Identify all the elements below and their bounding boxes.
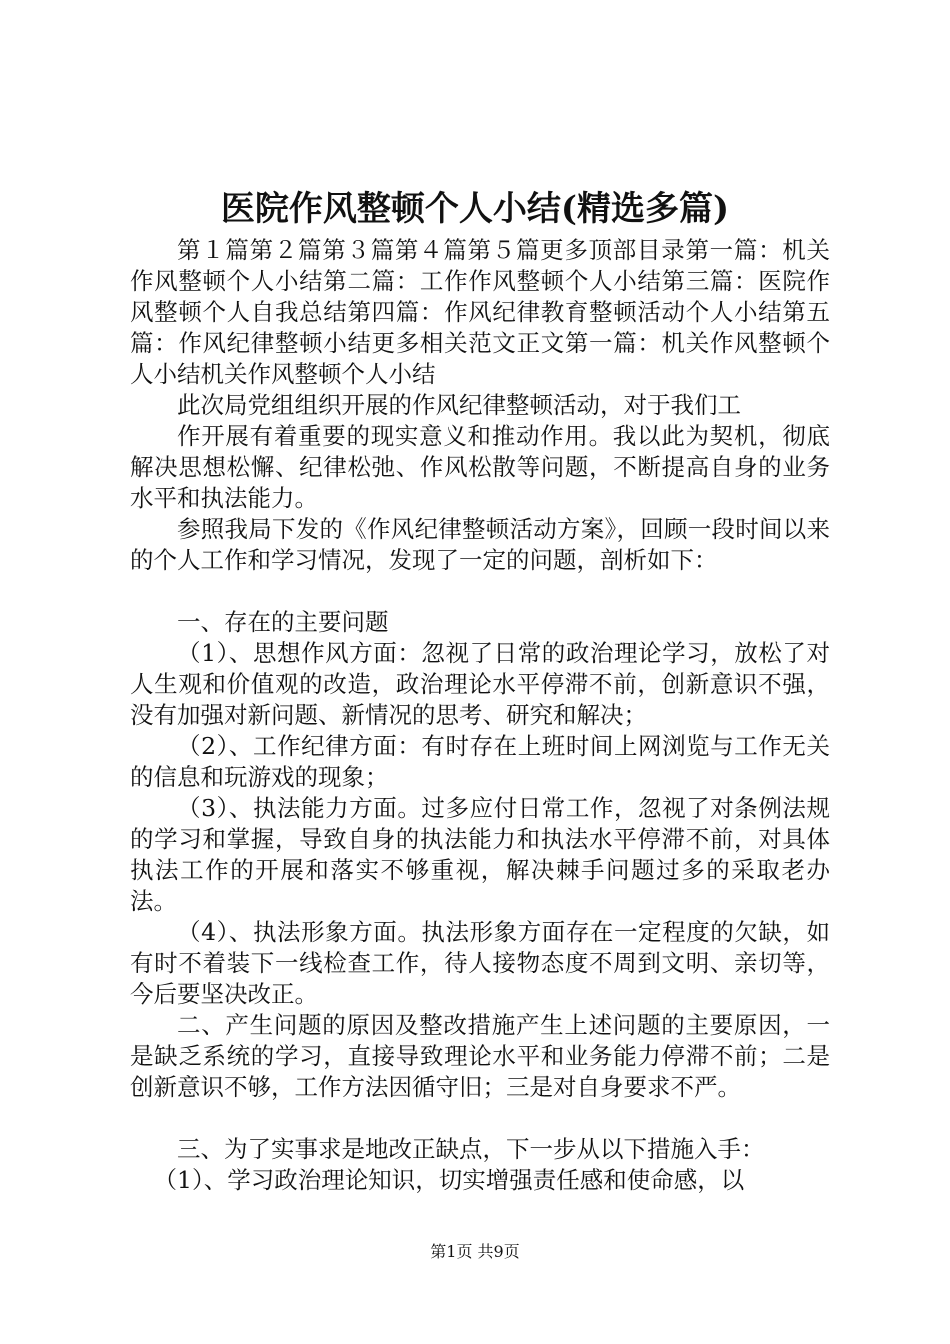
paragraph-table-of-contents: 第１篇第２篇第３篇第４篇第５篇更多顶部目录第一篇：机关作风整顿个人小结第二篇：工作作风整顿个人小结第三篇：医院作风整顿个人自我总结第四篇：作风纪律教育整顿活动个人小结第五篇：作风纪律整顿小结更多相关范文正文第一篇：机关作风整顿个人小结机关作风整顿个人小结 <box>130 236 830 388</box>
paragraph-measure-1: （1）、学习政治理论知识，切实增强责任感和使命感，以 <box>153 1166 745 1194</box>
paragraph-intro-line-2: 作开展有着重要的现实意义和推动作用。我以此为契机，彻底解决思想松懈、纪律松弛、作风松散等问题，不断提高自身的业务水平和执法能力。 <box>130 422 830 512</box>
spacer <box>130 1103 830 1134</box>
paragraph-intro-line-1: 此次局党组组织开展的作风纪律整顿活动，对于我们工 <box>177 391 741 419</box>
paragraph-reference: 参照我局下发的《作风纪律整顿活动方案》，回顾一段时间以来的个人工作和学习情况，发现了一定的问题，剖析如下： <box>130 515 830 574</box>
section-heading-problems: 一、存在的主要问题 <box>177 608 389 636</box>
section-causes: 二、产生问题的原因及整改措施产生上述问题的主要原因，一是缺乏系统的学习，直接导致理论水平和业务能力停滞不前；二是创新意识不够，工作方法因循守旧；三是对自身要求不严。 <box>130 1011 830 1101</box>
document-title: 医院作风整顿个人小结(精选多篇) <box>220 189 730 229</box>
document-body <box>130 235 830 1196</box>
page-number-footer: 第1页 共9页 <box>430 1242 520 1261</box>
paragraph-problem-1: （1）、思想作风方面：忽视了日常的政治理论学习，放松了对人生观和价值观的改造，政治理论水平停滞不前，创新意识不强，没有加强对新问题、新情况的思考、研究和解决； <box>130 639 830 729</box>
paragraph-problem-3: （3）、执法能力方面。过多应付日常工作，忽视了对条例法规的学习和掌握，导致自身的执法能力和执法水平停滞不前，对具体执法工作的开展和落实不够重视，解决棘手问题过多的采取老办法。 <box>130 794 830 915</box>
paragraph-problem-2: （2）、工作纪律方面：有时存在上班时间上网浏览与工作无关的信息和玩游戏的现象； <box>130 732 830 791</box>
paragraph-problem-4: （4）、执法形象方面。执法形象方面存在一定程度的欠缺，如有时不着装下一线检查工作，待人接物态度不周到文明、亲切等，今后要坚决改正。 <box>130 918 830 1008</box>
section-heading-measures: 三、为了实事求是地改正缺点，下一步从以下措施入手： <box>177 1135 765 1163</box>
spacer <box>130 576 830 607</box>
